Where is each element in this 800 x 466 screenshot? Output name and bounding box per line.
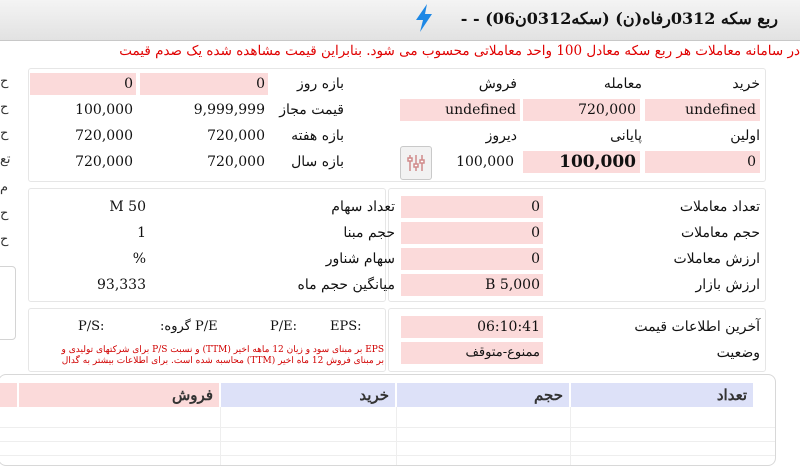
cutoff-fragment: ح <box>0 232 9 247</box>
yesterday-label: دیروز <box>485 128 517 144</box>
day-range-label: بازه روز <box>297 76 344 92</box>
header-trade: معامله <box>603 76 642 92</box>
trade-count: 0 <box>401 196 543 218</box>
first-label: اولین <box>730 128 760 144</box>
shares-count: 50 M <box>109 199 146 215</box>
col-buy-header[interactable]: خرید <box>221 383 395 407</box>
ratio-note-2: بر مبنای فروش 12 ماه اخیر (TTM) محاسبه شده است. برای اطلاعات بیشتر به گدال <box>61 356 384 366</box>
trade-volume-label: حجم معاملات <box>680 225 760 241</box>
market-value: 5,000 B <box>401 274 543 296</box>
table-row <box>0 427 775 428</box>
day-range-high: 0 <box>140 73 268 95</box>
yesterday-price: 100,000 <box>456 154 514 170</box>
day-range-low: 0 <box>30 73 136 95</box>
symbol-header <box>0 0 800 41</box>
last-info-time: 06:10:41 <box>401 316 543 338</box>
float-shares: % <box>132 251 146 267</box>
cutoff-fragment: ح <box>0 100 9 115</box>
state-value: ممنوع-متوقف <box>401 342 543 364</box>
market-value-label: ارزش بازار <box>695 277 760 293</box>
week-range-low: 720,000 <box>75 128 133 144</box>
side-card <box>0 266 16 340</box>
year-range-low: 720,000 <box>75 154 133 170</box>
cutoff-fragment: م <box>0 180 9 195</box>
col-divider <box>220 407 221 466</box>
year-range-label: بازه سال <box>291 154 344 170</box>
shares-count-label: تعداد سهام <box>331 199 395 215</box>
table-row <box>0 455 775 456</box>
trade-value: 0 <box>401 248 543 270</box>
first-price: 0 <box>645 151 760 173</box>
week-range-high: 720,000 <box>207 128 265 144</box>
header-sell: فروش <box>478 76 517 92</box>
notice-text: در سامانه معاملات هر ربع سکه معادل 100 واحد معاملاتی محسوب می شود. بنابراین قیمت مشاهده شده یک صدم قیمت <box>119 43 800 59</box>
best-buy-price: undefined <box>645 99 760 121</box>
pe-label: P/E: <box>270 319 297 334</box>
trade-volume: 0 <box>401 222 543 244</box>
cutoff-fragment: ح <box>0 126 9 141</box>
cutoff-fragment: تع <box>0 152 11 167</box>
allowed-range-high: 9,999,999 <box>193 102 265 118</box>
avg-month-volume: 93,333 <box>97 277 146 293</box>
allowed-range-label: قیمت مجاز <box>279 102 344 118</box>
avg-month-volume-label: میانگین حجم ماه <box>297 277 395 293</box>
eps-label: EPS: <box>330 319 362 334</box>
best-sell-price: undefined <box>400 99 520 121</box>
trade-price: 720,000 <box>523 99 640 121</box>
last-info-label: آخرین اطلاعات قیمت <box>634 319 760 335</box>
col-divider <box>396 407 397 466</box>
week-range-label: بازه هفته <box>291 128 344 144</box>
settings-sliders-icon[interactable] <box>400 146 432 180</box>
col-divider <box>570 407 571 466</box>
ratio-note-1: EPS بر مبنای سود و زیان 12 ماهه اخیر (TTM) و نسبت P/S برای شرکتهای تولیدی و <box>61 345 384 355</box>
allowed-range-low: 100,000 <box>75 102 133 118</box>
ps-label: P/S: <box>78 319 105 334</box>
last-label: پایانی <box>610 128 642 144</box>
symbol-title: ربع سکه 0312رفاه(ن) (سکه0312ن06) - - <box>460 9 778 28</box>
base-volume: 1 <box>137 225 146 241</box>
cutoff-fragment: ح <box>0 206 9 221</box>
base-volume-label: حجم مبنا <box>343 225 395 241</box>
trade-count-label: تعداد معاملات <box>679 199 760 215</box>
col-volume-header[interactable]: حجم <box>397 383 569 407</box>
state-label: وضعیت <box>716 345 760 361</box>
float-shares-label: سهام شناور <box>325 251 395 267</box>
order-book-table <box>0 374 776 466</box>
table-row <box>0 441 775 442</box>
last-price: 100,000 <box>523 151 640 173</box>
lightning-icon[interactable] <box>413 3 435 33</box>
year-range-high: 720,000 <box>207 154 265 170</box>
col-sell-header[interactable]: فروش <box>19 383 219 407</box>
trade-value-label: ارزش معاملات <box>673 251 760 267</box>
group-pe-label: P/E گروه: <box>160 319 218 334</box>
cutoff-fragment: ح <box>0 74 9 89</box>
header-buy: خرید <box>732 76 760 92</box>
col-count-header[interactable]: تعداد <box>571 383 753 407</box>
col-partial-header <box>0 383 17 407</box>
